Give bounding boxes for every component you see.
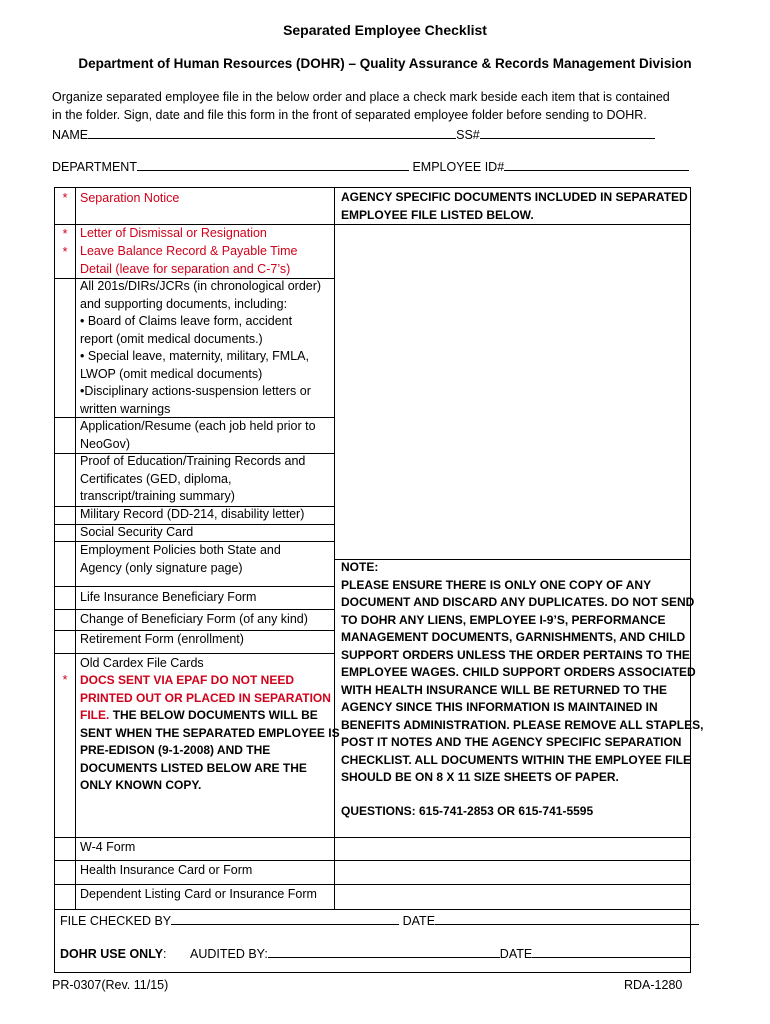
ss-blank[interactable] <box>480 126 655 139</box>
item-dependent-listing: Dependent Listing Card or Insurance Form <box>80 887 317 901</box>
item-letter-dismissal: Letter of Dismissal or Resignation <box>80 226 267 240</box>
item-all-201s: All 201s/DIRs/JCRs (in chronological order) and supporting documents, including: • Board of Claims leave form, accident report (omit medical documents.) • Special leave, maternity, military, FMLA, LWOP (omit medical documents) •Disciplinary actions-suspension letters or written warnings <box>80 279 322 416</box>
note-block: NOTE: PLEASE ENSURE THERE IS ONLY ONE COPY OF ANY DOCUMENT AND DISCARD ANY DUPLICATES. DO NOT SEND TO DOHR ANY LIENS, EMPLOYEE I-9’S, PERFORMANCE MANAGEMENT DOCUMENTS, GARNISHMENTS, AND CHILD SUPPORT ORDERS UNLESS THE ORDER PERTAINS TO THE EMPLOYEE WAGES. CHILD SUPPORT ORDERS ASSOCIATED WITH HEALTH INSURANCE WILL BE RETURNED TO THE AGENCY SINCE THIS INFORMATION IS MAINTAINED IN BENEFITS ADMINISTRATION. PLEASE REMOVE ALL STAPLES, POST IT NOTES AND THE AGENCY SPECIFIC SEPARATION CHECKLIST. ALL DOCUMENTS WITHIN THE EMPLOYEE FILE SHOULD BE ON 8 X 11 SIZE SHEETS OF PAPER. <box>341 560 704 784</box>
item-social-security: Social Security Card <box>80 525 194 539</box>
page-subtitle: Department of Human Resources (DOHR) – Quality Assurance & Records Management Division <box>78 56 692 71</box>
item-health-insurance: Health Insurance Card or Form <box>80 863 253 877</box>
date-label: DATE <box>402 914 436 928</box>
instructions-line-1: Organize separated employee file in the below order and place a check mark beside each item that is contained <box>52 90 670 104</box>
name-blank[interactable] <box>88 126 456 139</box>
file-checked-label: FILE CHECKED BY <box>60 914 172 928</box>
item-change-beneficiary: Change of Beneficiary Form (of any kind) <box>80 612 308 626</box>
item-w4: W-4 Form <box>80 840 136 854</box>
dohr-use-only-label: DOHR USE ONLY <box>60 947 164 961</box>
instructions-line-2: in the folder. Sign, date and file this form in the front of separated employee folder before sending to DOHR. <box>52 108 647 122</box>
page-title: Separated Employee Checklist <box>283 22 487 38</box>
item-life-insurance: Life Insurance Beneficiary Form <box>80 590 257 604</box>
item-old-cardex: Old Cardex File Cards <box>80 656 204 670</box>
dohr-use-row <box>60 945 690 961</box>
item-military-record: Military Record (DD-214, disability letter) <box>80 507 305 521</box>
questions-phone: QUESTIONS: 615-741-2853 OR 615-741-5595 <box>341 804 594 818</box>
item-leave-balance: Leave Balance Record & Payable Time Detail (leave for separation and C-7’s) <box>80 244 298 276</box>
required-star: * <box>62 226 68 241</box>
employee-id-blank[interactable] <box>504 158 689 171</box>
employee-id-label: EMPLOYEE ID# <box>412 160 505 174</box>
item-application-resume: Application/Resume (each job held prior to NeoGov) <box>80 419 316 451</box>
item-employment-policies: Employment Policies both State and Agency (only signature page) <box>80 543 281 575</box>
agency-specific-header: AGENCY SPECIFIC DOCUMENTS INCLUDED IN SEPARATED EMPLOYEE FILE LISTED BELOW. <box>341 190 688 222</box>
item-retirement: Retirement Form (enrollment) <box>80 632 244 646</box>
required-star: * <box>62 244 68 259</box>
item-docs-sent-epaf: DOCS SENT VIA EPAF DO NOT NEED PRINTED OUT OR PLACED IN SEPARATION FILE. THE BELOW DOCUMENTS WILL BE SENT WHEN THE SEPARATED EMPLOYEE IS PRE-EDISON (9-1-2008) AND THE DOCUMENTS LISTED BELOW ARE THE ONLY KNOWN COPY. <box>80 673 340 792</box>
file-checked-blank[interactable] <box>171 912 399 925</box>
required-star: * <box>62 190 68 205</box>
audited-by-label: AUDITED BY: <box>190 947 268 961</box>
file-checked-row <box>60 912 699 928</box>
department-label: DEPARTMENT <box>52 160 137 174</box>
required-star: * <box>62 672 68 687</box>
item-proof-education: Proof of Education/Training Records and Certificates (GED, diploma, transcript/training summary) <box>80 454 306 503</box>
department-blank[interactable] <box>137 158 409 171</box>
department-field[interactable] <box>52 158 689 174</box>
ss-label: SS# <box>456 128 480 142</box>
rda-number: RDA-1280 <box>624 978 683 992</box>
dohr-colon: : <box>163 947 167 961</box>
audited-by-blank[interactable] <box>268 945 500 958</box>
name-label: NAME <box>52 128 89 142</box>
name-field[interactable] <box>52 126 655 142</box>
date-blank[interactable] <box>435 912 699 925</box>
form-number: PR-0307(Rev. 11/15) <box>52 978 169 992</box>
audit-date-blank[interactable] <box>532 945 690 958</box>
item-separation-notice: Separation Notice <box>80 191 180 205</box>
audit-date-label: DATE <box>499 947 533 961</box>
